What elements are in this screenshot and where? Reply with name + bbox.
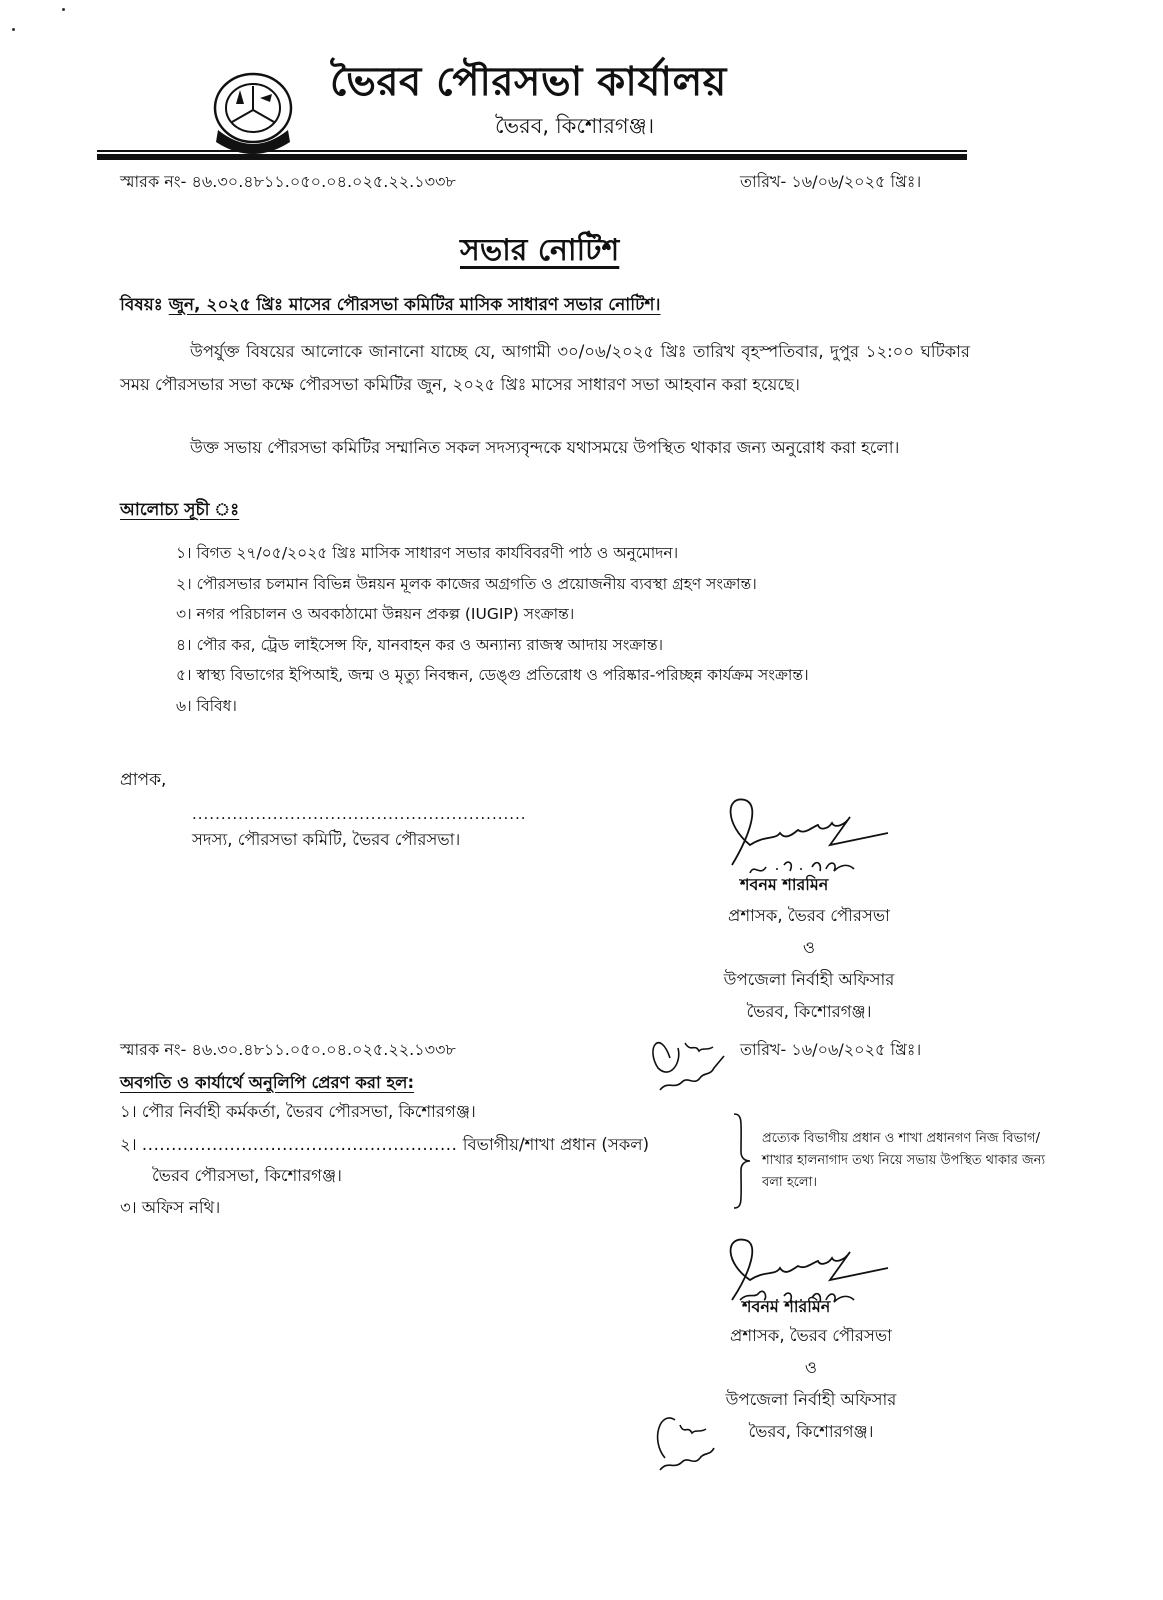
header-divider-thin	[97, 150, 967, 152]
handwritten-initial-2	[645, 1400, 765, 1480]
handwritten-signature-1	[720, 785, 890, 885]
handwritten-signature-2	[720, 1228, 890, 1308]
agenda-item: ১। বিগত ২৭/০৫/২০২৫ খ্রিঃ মাসিক সাধারণ সভার কার্যবিবরণী পাঠ ও অনুমোদন।	[176, 544, 679, 562]
notice-title: সভার নোটিশ	[460, 233, 620, 268]
memo-number: স্মারক নং- ৪৬.৩০.৪৮১১.০৫০.০৪.০২৫.২২.১৩৩৮	[120, 172, 456, 191]
copy-heading: অবগতি ও কার্যার্থে অনুলিপি প্রেরণ করা হল:	[120, 1073, 415, 1092]
agenda-item: ৩। নগর পরিচালন ও অবকাঠামো উন্নয়ন প্রকল্প (IUGIP) সংক্রান্ত।	[176, 605, 575, 623]
copy-memo-date: তারিখ- ১৬/০৬/২০২৫ খ্রিঃ।	[740, 1040, 922, 1059]
recipient-name: সদস্য, পৌরসভা কমিটি, ভৈরব পৌরসভা।	[192, 830, 461, 849]
notice-paragraph-2: উক্ত সভায় পৌরসভা কমিটির সম্মানিত সকল সদস্যবৃন্দকে যথাসময়ে উপস্থিত থাকার জন্য অনুরোধ করা হলো।	[190, 438, 900, 457]
copy-item-2-line-2: ভৈরব পৌরসভা, কিশোরগঞ্জ।	[152, 1166, 342, 1185]
agenda-list	[176, 538, 809, 721]
agenda-item: ৪। পৌর কর, ট্রেড লাইসেন্স ফি, যানবাহন কর ও অন্যান্য রাজস্ব আদায় সংক্রান্ত।	[176, 635, 664, 654]
copy-item-2-number: ২।	[120, 1135, 142, 1154]
copy-item-2	[120, 1135, 649, 1155]
copy-item-3: ৩। অফিস নথি।	[120, 1198, 221, 1217]
copy-note: প্রত্যেক বিভাগীয় প্রধান ও শাখা প্রধানগণ নিজ বিভাগ/শাখার হালনাগাদ তথ্য নিয়ে সভায় উপস্থিত থাকার জন্য বলা হলো।	[762, 1131, 1046, 1190]
signatory-conjunction: ও	[804, 1358, 818, 1377]
subject-value: জুন, ২০২৫ খ্রিঃ মাসের পৌরসভা কমিটির মাসিক সাধারণ সভার নোটিশ।	[168, 295, 661, 315]
copy-memo-number: স্মারক নং- ৪৬.৩০.৪৮১১.০৫০.০৪.০২৫.২২.১৩৩৮	[120, 1040, 456, 1059]
agenda-heading: আলোচ্য সূচী ঃ	[120, 500, 240, 520]
agenda-item: ৬। বিবিধ।	[176, 696, 237, 715]
signatory-name: শবনম শারমিন	[742, 1297, 831, 1316]
signatory-location: ভৈরব, কিশোরগঞ্জ।	[748, 1422, 874, 1441]
office-title: ভৈরব পৌরসভা কার্যালয়	[330, 59, 727, 105]
subject-line	[120, 292, 661, 320]
agenda-item: ৫। স্বাস্থ্য বিভাগের ইপিআই, জন্ম ও মৃত্যু নিবন্ধন, ডেঙ্গু প্রতিরোধ ও পরিষ্কার-পরিচ্ছন্ন কার্যক্রম সংক্রান্ত।	[176, 666, 809, 684]
header-divider-thick	[97, 154, 967, 160]
signatory-name: শবনম শারমিন	[740, 875, 829, 894]
signatory-designation-2: উপজেলা নির্বাহী অফিসার	[723, 970, 895, 989]
curly-brace-icon	[731, 1112, 753, 1210]
signatory-conjunction: ও	[802, 938, 816, 957]
signatory-designation: প্রশাসক, ভৈরব পৌরসভা	[728, 906, 890, 925]
municipality-seal-logo	[208, 68, 298, 158]
signature-block-1	[694, 900, 924, 1028]
office-location: ভৈরব, কিশোরগঞ্জ।	[495, 114, 655, 138]
recipient-blank: ..........................................................	[192, 805, 527, 823]
scan-speck	[62, 8, 65, 11]
agenda-item: ২। পৌরসভার চলমান বিভিন্ন উন্নয়ন মূলক কাজের অগ্রগতি ও প্রয়োজনীয় ব্যবস্থা গ্রহণ সংক্রান্ত।	[176, 574, 757, 593]
notice-paragraph-1: উপর্যুক্ত বিষয়ের আলোকে জানানো যাচ্ছে যে, আগামী ৩০/০৬/২০২৫ খ্রিঃ তারিখ বৃহস্পতিবার, দুপুর ১২:০০ ঘটিকার সময় পৌরসভার সভা কক্ষে পৌরসভা কমিটির জুন, ২০২৫ খ্রিঃ মাসের সাধারণ সভা আহবান করা হয়েছে।	[120, 342, 970, 394]
signatory-designation-2: উপজেলা নির্বাহী অফিসার	[725, 1390, 897, 1409]
memo-date: তারিখ- ১৬/০৬/২০২৫ খ্রিঃ।	[740, 172, 922, 191]
copy-item-1: ১। পৌর নির্বাহী কর্মকর্তা, ভৈরব পৌরসভা, কিশোরগঞ্জ।	[120, 1102, 476, 1121]
copy-item-2-blank: ......................................................	[141, 1135, 458, 1154]
scan-speck	[12, 28, 15, 31]
copy-item-2-label: বিভাগীয়/শাখা প্রধান (সকল)	[457, 1135, 650, 1154]
signatory-location: ভৈরব, কিশোরগঞ্জ।	[746, 1002, 872, 1021]
recipient-label: প্রাপক,	[120, 770, 167, 790]
subject-label: বিষয়ঃ	[120, 295, 169, 315]
signatory-designation: প্রশাসক, ভৈরব পৌরসভা	[730, 1326, 892, 1345]
